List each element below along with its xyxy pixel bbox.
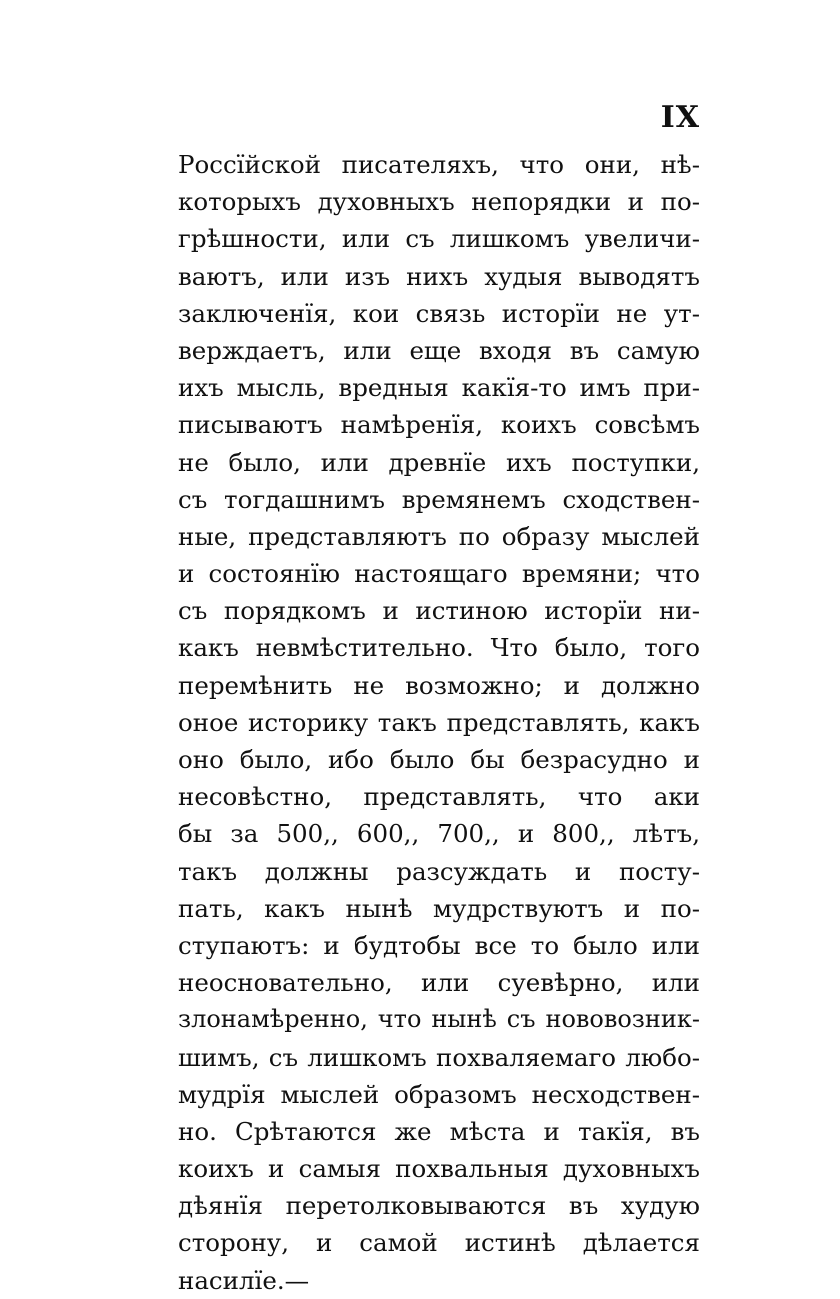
- text-line: бы за 500,, 600,, 700,, и 800,, лѣтъ,: [178, 819, 700, 849]
- text-line: перемѣнить не возможно; и должно: [178, 670, 700, 700]
- text-line: мудрïя мыслей образомъ несходствен-: [178, 1079, 700, 1109]
- body-text: [178, 146, 700, 1299]
- text-line: злонамѣренно, что нынѣ съ нововозник-: [178, 1005, 700, 1034]
- text-line: шимъ, съ лишкомъ похваляемаго любо-: [178, 1042, 700, 1072]
- text-line: заключенïя, кои связь исторïи не ут-: [178, 298, 700, 328]
- text-line: верждаетъ, или еще входя въ самую: [178, 335, 700, 365]
- text-line: какъ невмѣстительно. Что было, того: [178, 633, 700, 663]
- text-line: съ тогдашнимъ времянемъ сходствен-: [178, 484, 700, 514]
- text-line: пать, какъ нынѣ мудрствуютъ и по-: [178, 893, 700, 923]
- page-number: IX: [660, 100, 700, 135]
- text-line: оное историку такъ представлять, какъ: [178, 707, 700, 737]
- text-line: но. Срѣтаются же мѣста и такïя, въ: [178, 1116, 700, 1146]
- text-line: такъ должны разсуждать и посту-: [178, 856, 700, 886]
- text-line: писываютъ намѣренïя, коихъ совсѣмъ: [178, 410, 700, 440]
- text-line: грѣшности, или съ лишкомъ увеличи-: [178, 224, 700, 254]
- text-line: которыхъ духовныхъ непорядки и по-: [178, 187, 700, 217]
- text-line: ихъ мысль, вредныя какïя-то имъ при-: [178, 373, 700, 403]
- text-line: ступаютъ: и будтобы все то было или: [178, 930, 700, 960]
- text-line: съ порядкомъ и истиною исторïи ни-: [178, 596, 700, 626]
- text-line: коихъ и самыя похвальныя духовныхъ: [178, 1154, 700, 1184]
- text-line: сторону, и самой истинѣ дѣлается: [178, 1228, 700, 1258]
- text-line: неосновательно, или суевѣрно, или: [178, 968, 700, 998]
- text-line: оно было, ибо было бы безрасудно и: [178, 745, 700, 774]
- text-line: ные, представляютъ по образу мыслей: [178, 521, 700, 551]
- text-line: несовѣстно, представлять, что аки: [178, 782, 700, 812]
- text-line: дѣянïя перетолковываются въ худую: [178, 1191, 700, 1221]
- text-line: не было, или древнïе ихъ поступки,: [178, 447, 700, 477]
- text-line: и состоянïю настоящаго времяни; что: [178, 559, 700, 589]
- text-line-last: насилïе.—: [178, 1265, 310, 1295]
- text-line: Россïйской писателяхъ, что они, нѣ-: [178, 150, 700, 179]
- text-line: ваютъ, или изъ нихъ худыя выводятъ: [178, 261, 700, 291]
